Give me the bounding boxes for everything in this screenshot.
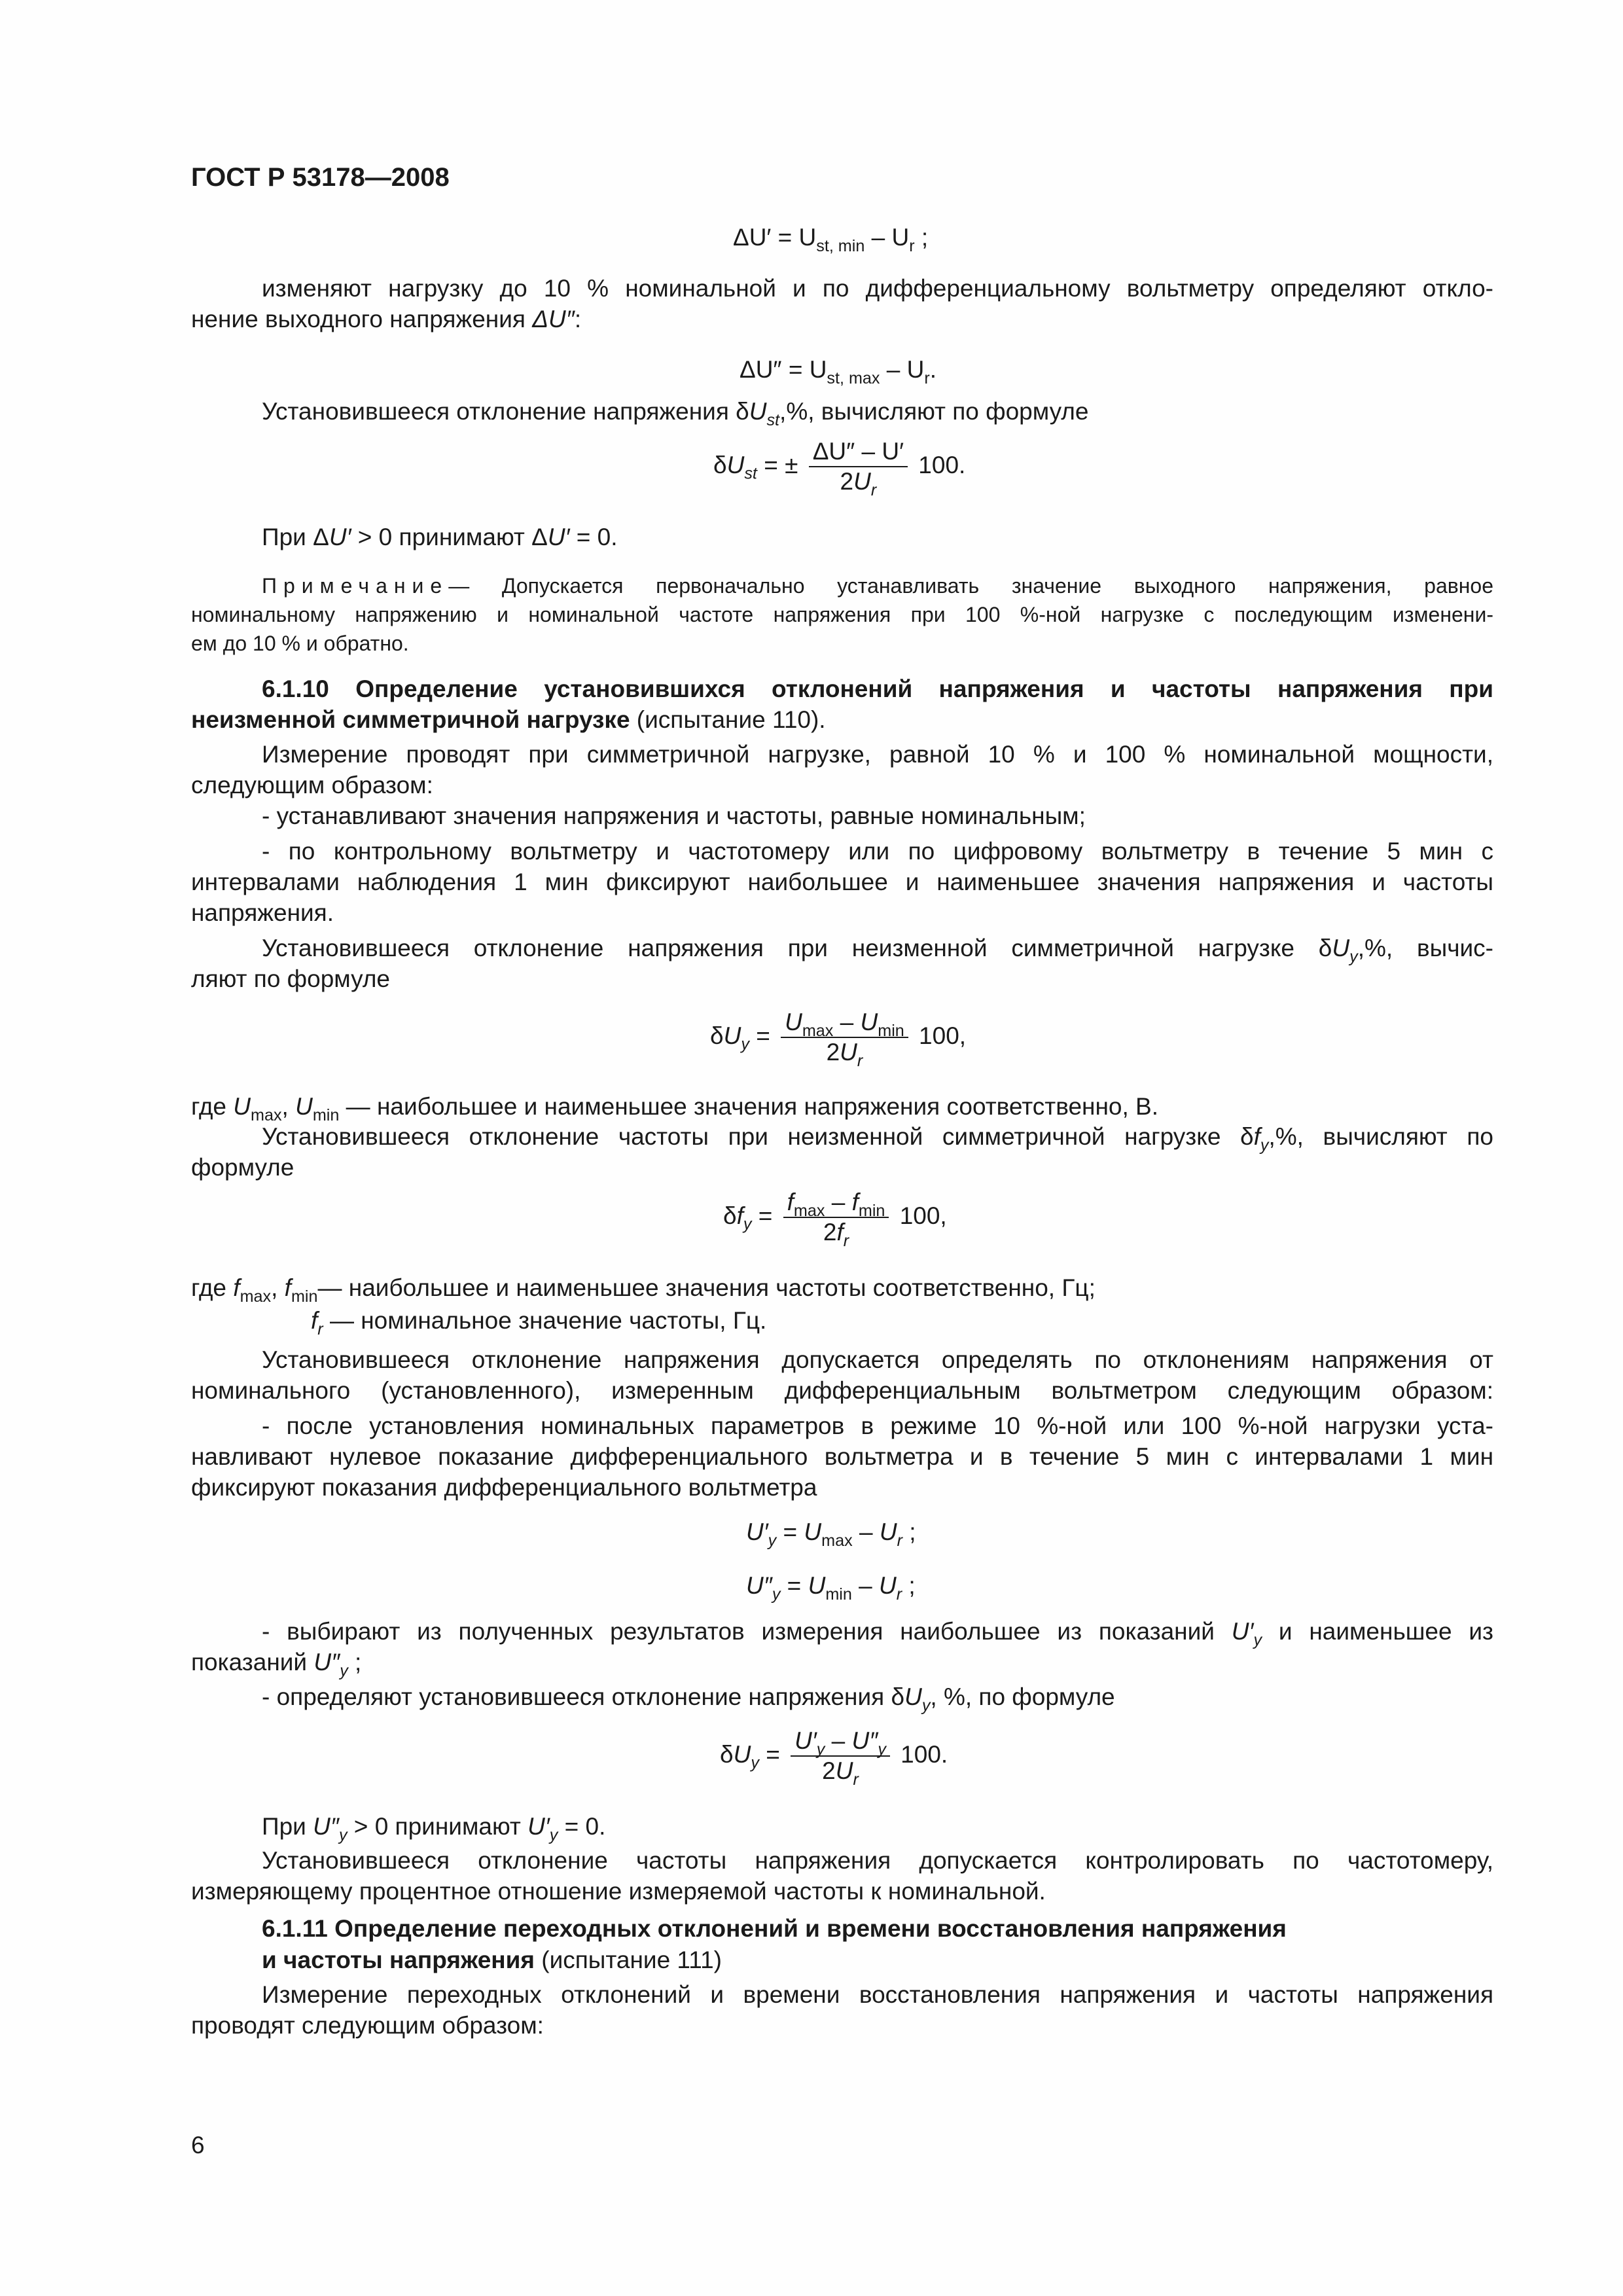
fraction: $\frac{f_{max} - f_{min}}{2f_r}$ [783,1188,889,1247]
fraction: $\frac{U'_y - U''_y}{2U_r}$ [791,1727,890,1785]
paragraph-line: где $U_{max}$, $U_{min}$ — наибольшее и наименьшее значения напряжения соответственно, В. [191,1093,1159,1124]
paragraph-line: Установившееся отклонение напряжения $\delta U_{st},\%$, вычисляют по формуле [262,398,1089,429]
formula-delta-u-y: $\delta U_y$ = $\frac{U_{max} - U_{min}}{2U_r}$ 100, [710,1009,967,1070]
fraction: $\frac{\Delta U'' - U'}{2U_r}$ [809,437,908,496]
paragraph-line: При ΔU′ > 0 принимают ΔU′ = 0. [262,524,618,550]
formula-delta-u-st: $\delta U_{st}$ = ± $\frac{\Delta U'' - U'}{2U_r}$ 100. [713,438,966,499]
paragraph-line: проводят следующим образом: [191,2012,544,2039]
paragraph-line: формуле [191,1154,294,1181]
note-line: номинальному напряжению и номинальной частоте напряжения при 100 %-ной нагрузке с последующим изменени- [191,603,1493,626]
paragraph-line: интервалами наблюдения 1 мин фиксируют наибольшее и наименьшее значения напряжения и частоты [191,869,1493,895]
paragraph-line: При $U''_y > 0$ принимают $U'_y = 0$. [262,1813,606,1844]
note-line: ем до 10 % и обратно. [191,632,409,655]
document-code: ГОСТ Р 53178—2008 [191,163,450,192]
paragraph-line: напряжения. [191,899,334,926]
paragraph-line: Установившееся отклонение напряжения допускается определять по отклонениям напряжения от [262,1346,1493,1373]
formula-delta-u-prime: $\Delta U' = U_{st, min} - U_r$ ; [733,224,929,255]
list-item: - после установления номинальных параметров в режиме 10 %-ной или 100 %-ной нагрузки уста- [262,1412,1493,1439]
formula-u-y-double-prime: $U''_y = U_{min} - U_r$ ; [746,1572,916,1604]
list-item: - устанавливают значения напряжения и частоты, равные номинальным; [262,802,1086,829]
paragraph-line: следующим образом: [191,772,433,798]
formula-delta-u-double-prime: $\Delta U'' = U_{st, max} - U_r$. [740,356,937,387]
paragraph-line: номинального (установленного), измеренным дифференциальным вольтметром следующим образом: [191,1377,1493,1404]
paragraph-line: Измерение переходных отклонений и времени восстановления напряжения и частоты напряжения [262,1981,1493,2008]
paragraph-line: где $f_{max}$, $f_{min}—$ наибольшее и наименьшее значения частоты соответственно, Гц; [191,1274,1096,1306]
list-item: - определяют установившееся отклонение напряжения $\delta U_y$, %, по формуле [262,1683,1115,1715]
section-heading-6-1-11-cont: и частоты напряжения (испытание 111) [262,1946,722,1973]
paragraph-line: изменяют нагрузку до 10 % номинальной и по дифференциальному вольтметру определяют откло- [262,275,1493,302]
list-item: - выбирают из полученных результатов измерения наибольшее из показаний $U'_y$ и наименьшее из [262,1618,1494,1649]
list-item: - по контрольному вольтметру и частотомеру или по цифровому вольтметру в течение 5 мин с [262,838,1493,865]
formula-delta-f-y: $\delta f_y$ = $\frac{f_{max} - f_{min}}{2f_r}$ 100, [723,1189,947,1250]
paragraph-line: $f_r$ — номинальное значение частоты, Гц. [311,1307,767,1338]
paragraph-line: ляют по формуле [191,965,390,992]
formula-u-y-prime: $U'_y = U_{max} - U_r$ ; [746,1518,916,1550]
note-label: Примечание [262,574,449,598]
paragraph-line: фиксируют показания дифференциального вольтметра [191,1474,817,1501]
page-number: 6 [191,2132,205,2159]
section-heading-6-1-10-cont: неизменной симметричной нагрузке (испытание 110). [191,706,826,733]
paragraph-line: Установившееся отклонение напряжения при неизменной симметричной нагрузке $\delta U_y,\%$, вычис- [262,935,1493,966]
paragraph-line: измеряющему процентное отношение измеряемой частоты к номинальной. [191,1878,1046,1905]
section-heading-6-1-11: 6.1.11 Определение переходных отклонений и времени восстановления напряжения [262,1915,1287,1942]
paragraph-line: Установившееся отклонение частоты напряжения допускается контролировать по частотомеру, [262,1847,1493,1874]
formula-delta-u-y-diff: $\delta U_y$ = $\frac{U'_y - U''_y}{2U_r}$ 100. [720,1727,948,1789]
paragraph-line: нение выходного напряжения ΔU″: [191,306,582,332]
paragraph-line: показаний $U''_y$ ; [191,1649,362,1680]
fraction: $\frac{U_{max} - U_{min}}{2U_r}$ [781,1008,908,1067]
note-line: Примечание— Допускается первоначально устанавливать значение выходного напряжения, равное [262,574,1493,598]
paragraph-line: Установившееся отклонение частоты при неизменной симметричной нагрузке $\delta f_y,\%$, вычисляют по [262,1123,1493,1155]
paragraph-line: навливают нулевое показание дифференциального вольтметра и в течение 5 мин с интервалами 1 мин [191,1443,1493,1470]
section-heading-6-1-10: 6.1.10 Определение установившихся отклонений напряжения и частоты напряжения при [262,675,1493,702]
paragraph-line: Измерение проводят при симметричной нагрузке, равной 10 % и 100 % номинальной мощности, [262,741,1493,768]
